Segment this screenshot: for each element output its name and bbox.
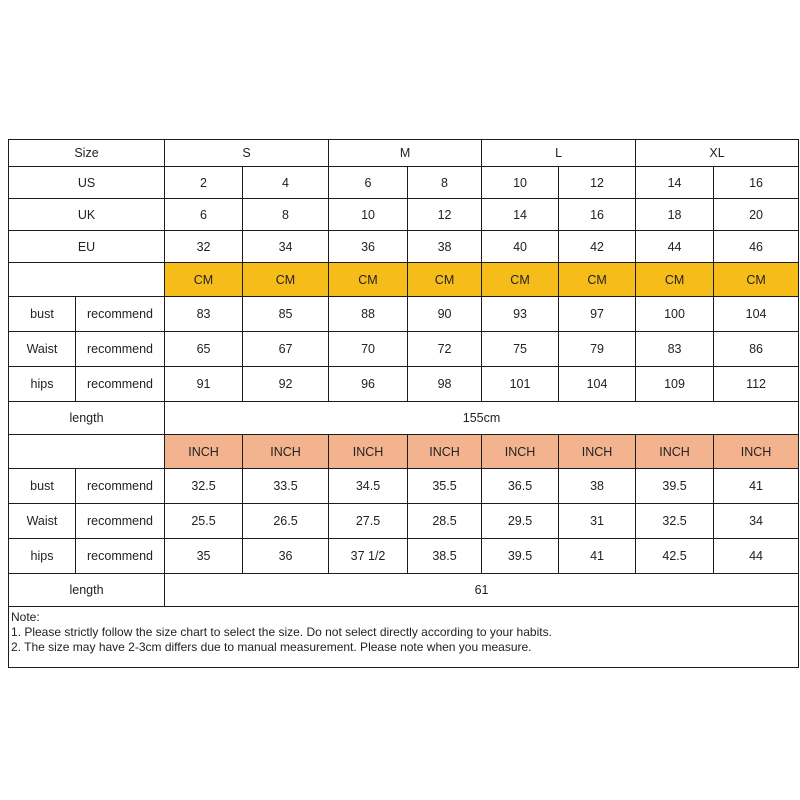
measure-label: Waist bbox=[9, 504, 76, 539]
eu-value: 44 bbox=[636, 231, 714, 263]
cm-bust-value: 104 bbox=[714, 297, 799, 332]
size-xl: XL bbox=[636, 140, 799, 167]
length-label: length bbox=[9, 574, 165, 607]
size-label: Size bbox=[9, 140, 165, 167]
cm-unit-cell: CM bbox=[482, 263, 559, 297]
cm-waist-value: 65 bbox=[165, 332, 243, 367]
inch-hips-row bbox=[9, 539, 799, 574]
size-row bbox=[9, 140, 799, 167]
inch-length-row bbox=[9, 574, 799, 607]
blank-cell bbox=[9, 263, 165, 297]
uk-row bbox=[9, 199, 799, 231]
cm-hips-value: 101 bbox=[482, 367, 559, 402]
cm-hips-row bbox=[9, 367, 799, 402]
inch-unit-row bbox=[9, 435, 799, 469]
size-m: M bbox=[329, 140, 482, 167]
cm-hips-value: 96 bbox=[329, 367, 408, 402]
inch-waist-value: 32.5 bbox=[636, 504, 714, 539]
cm-waist-value: 75 bbox=[482, 332, 559, 367]
inch-hips-value: 35 bbox=[165, 539, 243, 574]
inch-waist-value: 34 bbox=[714, 504, 799, 539]
notes-row bbox=[9, 607, 799, 668]
inch-waist-value: 28.5 bbox=[408, 504, 482, 539]
measure-label: hips bbox=[9, 367, 76, 402]
us-value: 2 bbox=[165, 167, 243, 199]
us-value: 6 bbox=[329, 167, 408, 199]
inch-bust-row bbox=[9, 469, 799, 504]
uk-value: 10 bbox=[329, 199, 408, 231]
inch-unit-cell: INCH bbox=[243, 435, 329, 469]
cm-length-value: 155cm bbox=[165, 402, 799, 435]
measure-note: recommend bbox=[76, 469, 165, 504]
uk-value: 6 bbox=[165, 199, 243, 231]
inch-bust-value: 36.5 bbox=[482, 469, 559, 504]
cm-bust-value: 93 bbox=[482, 297, 559, 332]
blank-cell bbox=[9, 435, 165, 469]
region-label: EU bbox=[9, 231, 165, 263]
cm-unit-cell: CM bbox=[408, 263, 482, 297]
inch-waist-row bbox=[9, 504, 799, 539]
cm-bust-value: 97 bbox=[559, 297, 636, 332]
inch-hips-value: 42.5 bbox=[636, 539, 714, 574]
measure-note: recommend bbox=[76, 504, 165, 539]
inch-waist-value: 26.5 bbox=[243, 504, 329, 539]
cm-hips-value: 92 bbox=[243, 367, 329, 402]
inch-unit-cell: INCH bbox=[165, 435, 243, 469]
uk-value: 20 bbox=[714, 199, 799, 231]
region-label: US bbox=[9, 167, 165, 199]
eu-value: 36 bbox=[329, 231, 408, 263]
cm-unit-cell: CM bbox=[714, 263, 799, 297]
us-value: 8 bbox=[408, 167, 482, 199]
inch-bust-value: 38 bbox=[559, 469, 636, 504]
notes-cell bbox=[9, 607, 799, 668]
uk-value: 12 bbox=[408, 199, 482, 231]
cm-waist-row bbox=[9, 332, 799, 367]
cm-waist-value: 83 bbox=[636, 332, 714, 367]
cm-waist-value: 72 bbox=[408, 332, 482, 367]
eu-value: 42 bbox=[559, 231, 636, 263]
uk-value: 14 bbox=[482, 199, 559, 231]
inch-hips-value: 36 bbox=[243, 539, 329, 574]
inch-hips-value: 41 bbox=[559, 539, 636, 574]
cm-unit-cell: CM bbox=[243, 263, 329, 297]
uk-value: 8 bbox=[243, 199, 329, 231]
us-value: 4 bbox=[243, 167, 329, 199]
cm-unit-cell: CM bbox=[559, 263, 636, 297]
region-label: UK bbox=[9, 199, 165, 231]
note-line-1: 1. Please strictly follow the size chart to select the size. Do not select directly according to your habits. bbox=[11, 625, 552, 639]
cm-bust-value: 85 bbox=[243, 297, 329, 332]
length-label: length bbox=[9, 402, 165, 435]
cm-unit-cell: CM bbox=[165, 263, 243, 297]
cm-unit-cell: CM bbox=[329, 263, 408, 297]
us-value: 16 bbox=[714, 167, 799, 199]
cm-hips-value: 91 bbox=[165, 367, 243, 402]
inch-bust-value: 39.5 bbox=[636, 469, 714, 504]
cm-hips-value: 98 bbox=[408, 367, 482, 402]
inch-bust-value: 32.5 bbox=[165, 469, 243, 504]
cm-bust-value: 100 bbox=[636, 297, 714, 332]
inch-unit-cell: INCH bbox=[482, 435, 559, 469]
inch-unit-cell: INCH bbox=[559, 435, 636, 469]
measure-label: bust bbox=[9, 297, 76, 332]
uk-value: 16 bbox=[559, 199, 636, 231]
cm-waist-value: 79 bbox=[559, 332, 636, 367]
measure-label: hips bbox=[9, 539, 76, 574]
eu-value: 32 bbox=[165, 231, 243, 263]
size-s: S bbox=[165, 140, 329, 167]
us-value: 12 bbox=[559, 167, 636, 199]
inch-bust-value: 33.5 bbox=[243, 469, 329, 504]
eu-row bbox=[9, 231, 799, 263]
us-value: 14 bbox=[636, 167, 714, 199]
inch-unit-cell: INCH bbox=[714, 435, 799, 469]
size-chart-table bbox=[8, 139, 799, 668]
measure-note: recommend bbox=[76, 297, 165, 332]
measure-note: recommend bbox=[76, 539, 165, 574]
inch-bust-value: 41 bbox=[714, 469, 799, 504]
note-line-2: 2. The size may have 2-3cm differs due to manual measurement. Please note when you measure. bbox=[11, 640, 532, 654]
inch-hips-value: 38.5 bbox=[408, 539, 482, 574]
cm-bust-value: 88 bbox=[329, 297, 408, 332]
inch-unit-cell: INCH bbox=[329, 435, 408, 469]
measure-label: bust bbox=[9, 469, 76, 504]
inch-waist-value: 31 bbox=[559, 504, 636, 539]
note-title: Note: bbox=[11, 610, 40, 624]
cm-bust-value: 83 bbox=[165, 297, 243, 332]
inch-length-value: 61 bbox=[165, 574, 799, 607]
uk-value: 18 bbox=[636, 199, 714, 231]
cm-waist-value: 70 bbox=[329, 332, 408, 367]
cm-hips-value: 109 bbox=[636, 367, 714, 402]
cm-waist-value: 67 bbox=[243, 332, 329, 367]
eu-value: 46 bbox=[714, 231, 799, 263]
inch-waist-value: 29.5 bbox=[482, 504, 559, 539]
eu-value: 38 bbox=[408, 231, 482, 263]
inch-bust-value: 35.5 bbox=[408, 469, 482, 504]
inch-hips-value: 37 1/2 bbox=[329, 539, 408, 574]
cm-unit-row bbox=[9, 263, 799, 297]
measure-note: recommend bbox=[76, 332, 165, 367]
cm-unit-cell: CM bbox=[636, 263, 714, 297]
inch-unit-cell: INCH bbox=[636, 435, 714, 469]
inch-bust-value: 34.5 bbox=[329, 469, 408, 504]
us-value: 10 bbox=[482, 167, 559, 199]
inch-hips-value: 44 bbox=[714, 539, 799, 574]
eu-value: 34 bbox=[243, 231, 329, 263]
eu-value: 40 bbox=[482, 231, 559, 263]
inch-hips-value: 39.5 bbox=[482, 539, 559, 574]
cm-bust-row bbox=[9, 297, 799, 332]
inch-unit-cell: INCH bbox=[408, 435, 482, 469]
size-l: L bbox=[482, 140, 636, 167]
cm-hips-value: 112 bbox=[714, 367, 799, 402]
inch-waist-value: 27.5 bbox=[329, 504, 408, 539]
cm-waist-value: 86 bbox=[714, 332, 799, 367]
measure-note: recommend bbox=[76, 367, 165, 402]
measure-label: Waist bbox=[9, 332, 76, 367]
cm-length-row bbox=[9, 402, 799, 435]
us-row bbox=[9, 167, 799, 199]
cm-bust-value: 90 bbox=[408, 297, 482, 332]
cm-hips-value: 104 bbox=[559, 367, 636, 402]
inch-waist-value: 25.5 bbox=[165, 504, 243, 539]
